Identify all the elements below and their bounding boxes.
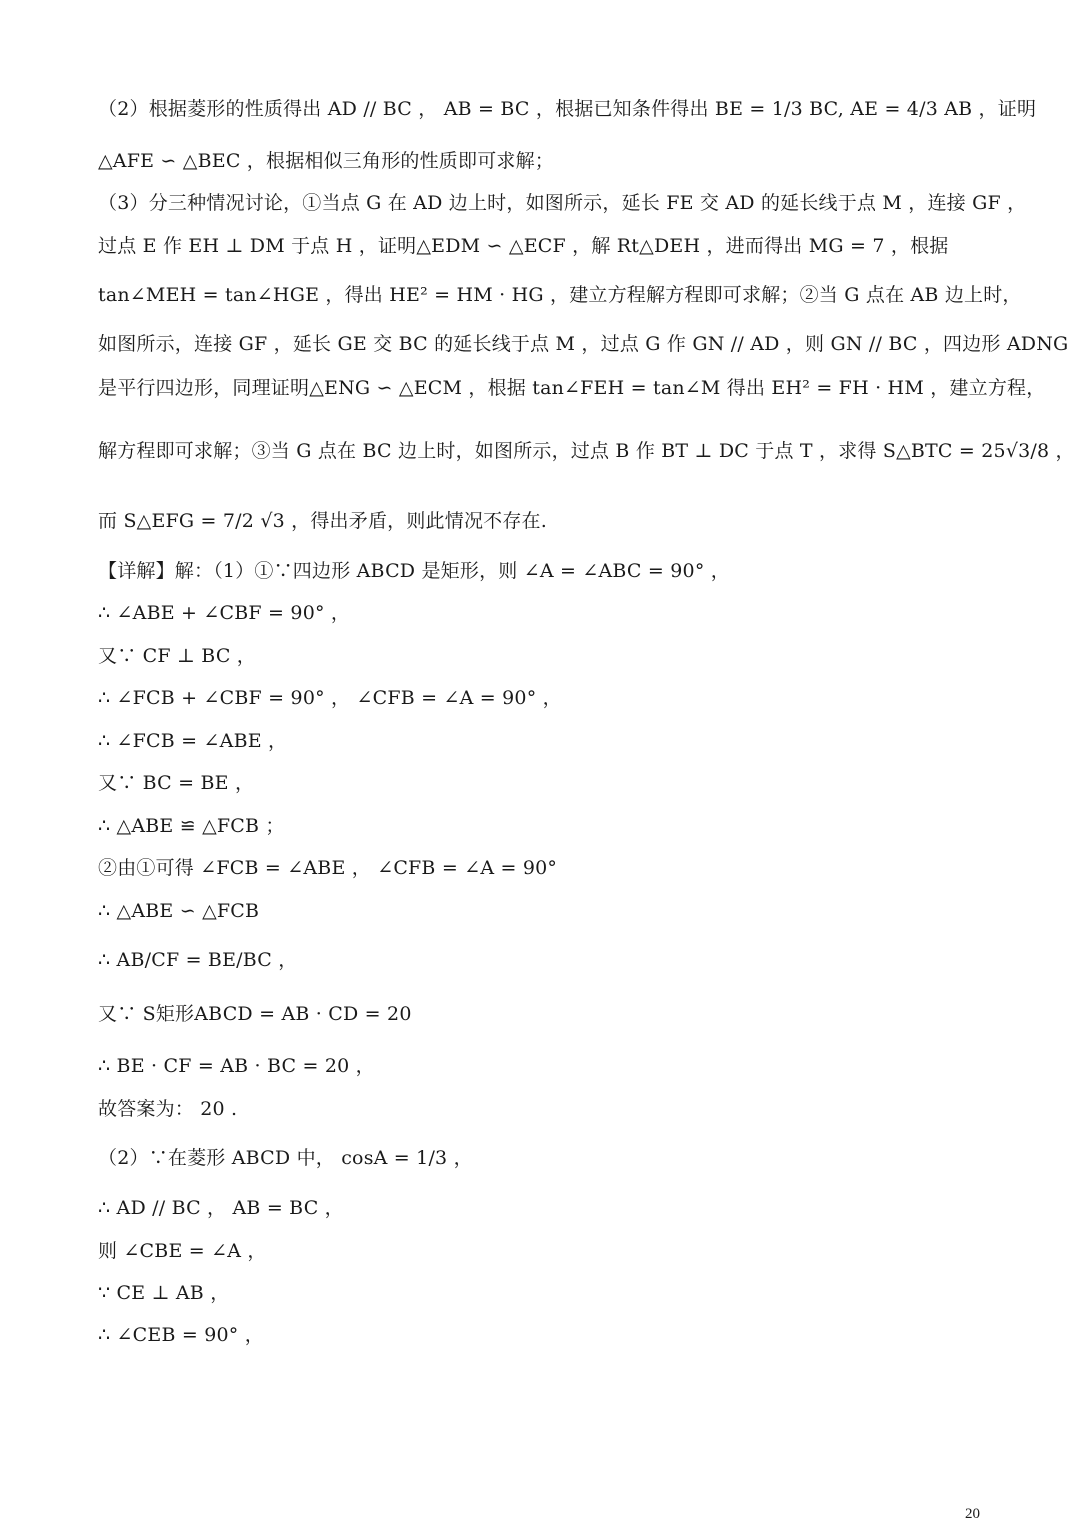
text-line: ∴ ∠ABE + ∠CBF = 90° ， xyxy=(98,602,351,624)
page-number: 20 xyxy=(965,1506,980,1522)
text-line: ∴ △ABE ≌ △FCB ； xyxy=(98,815,285,837)
text-line: 则 ∠CBE = ∠A ， xyxy=(98,1240,267,1262)
text-line: 又∵ BC = BE ， xyxy=(98,772,255,794)
text-line: ∴ △ABE ∽ △FCB xyxy=(98,900,260,922)
text-line: ∴ AB/CF = BE/BC ， xyxy=(98,949,298,971)
text-line: （3）分三种情况讨论，①当点 G 在 AD 边上时，如图所示，延长 FE 交 AD 的延长线于点 M ，连接 GF ， xyxy=(98,192,1027,214)
text-line: 又∵ S矩形ABCD = AB · CD = 20 xyxy=(98,1003,412,1025)
text-line: 是平行四边形，同理证明△ENG ∽ △ECM ，根据 tan∠FEH = tan∠M 得出 EH² = FH · HM ，建立方程， xyxy=(98,377,1046,399)
text-line: ∴ BE · CF = AB · BC = 20 ， xyxy=(98,1055,375,1077)
text-line: 又∵ CF ⊥ BC ， xyxy=(98,645,256,667)
text-line: 如图所示，连接 GF ，延长 GE 交 BC 的延长线于点 M ，过点 G 作 GN // AD ，则 GN // BC ，四边形 ADNG xyxy=(98,333,1069,355)
text-line: ∵ CE ⊥ AB ， xyxy=(98,1282,230,1304)
text-line: ∴ AD // BC ， AB = BC ， xyxy=(98,1197,344,1219)
text-line: △AFE ∽ △BEC ，根据相似三角形的性质即可求解； xyxy=(98,150,555,172)
text-line: ∴ ∠FCB + ∠CBF = 90° ， ∠CFB = ∠A = 90° ， xyxy=(98,687,562,709)
text-line: 故答案为： 20 . xyxy=(98,1098,238,1120)
text-line: ∴ ∠FCB = ∠ABE ， xyxy=(98,730,288,752)
text-line: （2）∵在菱形 ABCD 中， cosA = 1/3 ， xyxy=(98,1147,473,1169)
text-line: ∴ ∠CEB = 90° ， xyxy=(98,1324,264,1346)
text-line: 【详解】解：（1）①∵四边形 ABCD 是矩形，则 ∠A = ∠ABC = 90° ， xyxy=(98,560,730,582)
text-line: ②由①可得 ∠FCB = ∠ABE ， ∠CFB = ∠A = 90° xyxy=(98,857,558,879)
text-line: 过点 E 作 EH ⊥ DM 于点 H ，证明△EDM ∽ △ECF ，解 Rt△DEH ，进而得出 MG = 7 ，根据 xyxy=(98,235,949,257)
text-line: 解方程即可求解；③当 G 点在 BC 边上时，如图所示，过点 B 作 BT ⊥ DC 于点 T ，求得 S△BTC = 25√3/8 ， xyxy=(98,440,1075,462)
text-line: tan∠MEH = tan∠HGE ，得出 HE² = HM · HG ，建立方程解方程即可求解；②当 G 点在 AB 边上时， xyxy=(98,284,1022,306)
text-line: 而 S△EFG = 7/2 √3 ，得出矛盾，则此情况不存在. xyxy=(98,510,547,532)
text-line: （2）根据菱形的性质得出 AD // BC ， AB = BC ，根据已知条件得出 BE = 1/3 BC, AE = 4/3 AB ，证明 xyxy=(98,98,1037,120)
